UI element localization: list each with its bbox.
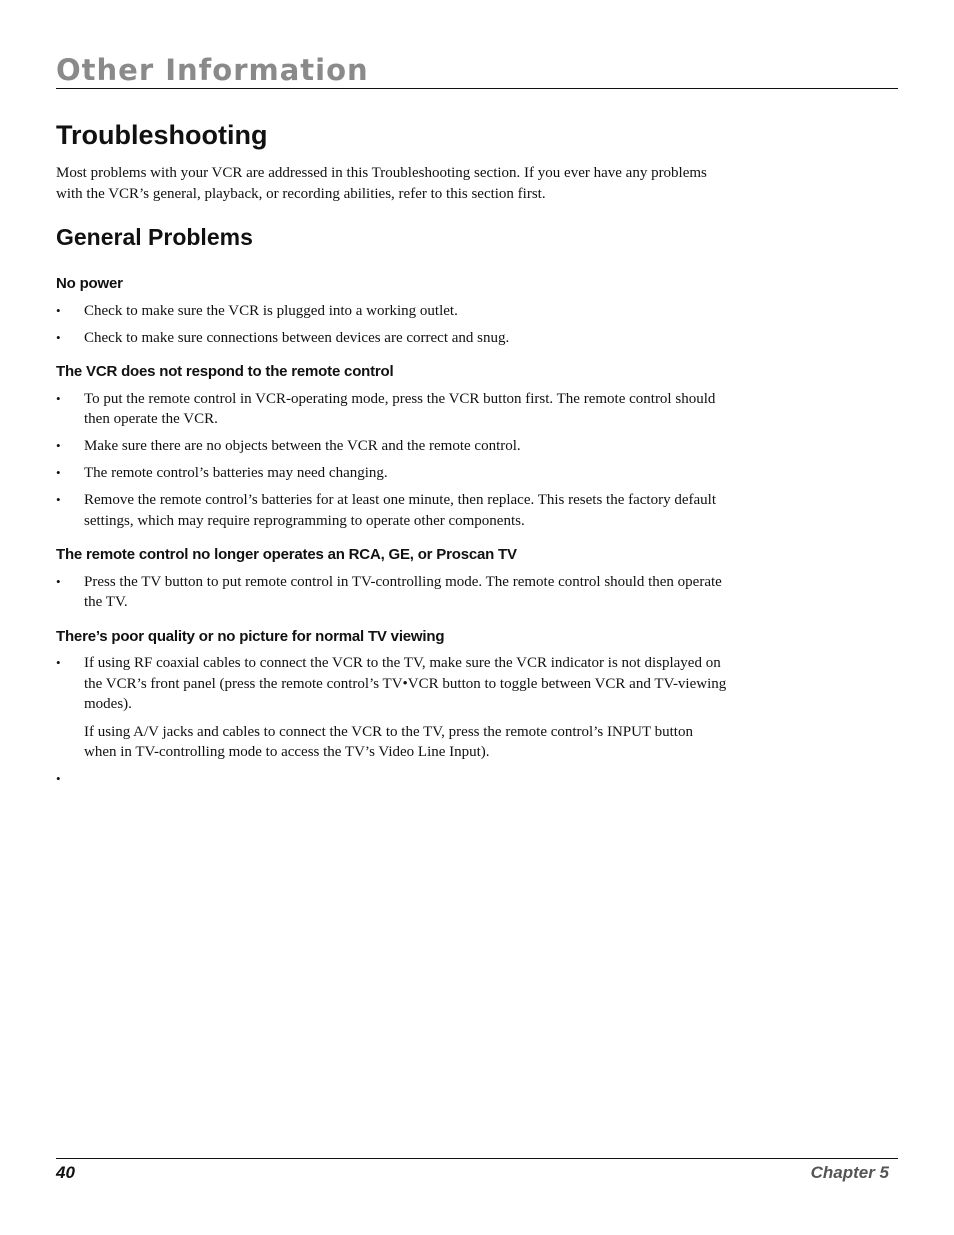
list-item-text: Remove the remote control’s batteries for at least one minute, then replace. This resets the factory default settings, which may require reprogramming to operate other components.: [84, 492, 716, 529]
bullet-icon: •: [56, 573, 61, 589]
problem-block: [56, 274, 736, 348]
problem-block: [56, 627, 736, 790]
bullet-icon: •: [56, 390, 61, 406]
bullet-list: [56, 572, 736, 613]
header-rule: [56, 88, 898, 89]
page-title: Troubleshooting: [56, 120, 268, 150]
list-item-text: Press the TV button to put remote control in TV-controlling mode. The remote control should then operate the TV.: [84, 573, 722, 610]
problem-heading: No power: [56, 275, 123, 292]
page-number: 40: [56, 1163, 75, 1182]
list-item-text: Check to make sure connections between devices are correct and snug.: [84, 329, 510, 346]
bullet-icon: •: [56, 302, 61, 318]
list-item: [56, 463, 736, 484]
bullet-list: [56, 301, 736, 349]
list-item: [56, 490, 736, 531]
list-item: [56, 389, 736, 430]
problem-heading: The VCR does not respond to the remote control: [56, 363, 394, 380]
bullet-icon: •: [56, 655, 61, 670]
problem-block: [56, 362, 736, 531]
list-item-text: If using RF coaxial cables to connect the VCR to the TV, make sure the VCR indicator is not displayed on the VCR’s front panel (press the remote control’s TV•VCR button to toggle between VCR and TV-viewing modes).: [84, 655, 727, 712]
bullet-list: [56, 653, 736, 715]
bullet-list: [56, 389, 736, 532]
chapter-label: Chapter 5: [810, 1163, 889, 1182]
list-item: [56, 653, 736, 715]
running-header-title: Other Information: [56, 53, 369, 87]
footer-rule: [56, 1158, 898, 1159]
bullet-icon: •: [56, 492, 61, 507]
indented-paragraph: If using A/V jacks and cables to connect the VCR to the TV, press the remote control’s INPUT button when in TV-controlling mode to access the TV’s Video Line Input).: [84, 723, 693, 760]
section-title: General Problems: [56, 224, 253, 250]
list-item-text: Check to make sure the VCR is plugged into a working outlet.: [84, 302, 458, 319]
bullet-icon: •: [56, 771, 61, 786]
problem-block: [56, 545, 736, 613]
list-item-text: To put the remote control in VCR-operating mode, press the VCR button first. The remote control should then operate the VCR.: [84, 390, 716, 427]
list-item: [56, 436, 736, 457]
list-item-text: The remote control’s batteries may need changing.: [84, 465, 388, 481]
list-item: [56, 328, 736, 349]
bullet-icon: •: [56, 438, 61, 453]
problem-heading: The remote control no longer operates an RCA, GE, or Proscan TV: [56, 546, 517, 563]
list-item: [56, 769, 736, 790]
list-item: [56, 301, 736, 322]
problem-heading: There’s poor quality or no picture for normal TV viewing: [56, 627, 445, 645]
list-item: [56, 572, 736, 613]
bullet-list: [56, 769, 736, 790]
list-item-text: Make sure there are no objects between the VCR and the remote control.: [84, 438, 521, 454]
page-content: [56, 112, 736, 790]
bullet-icon: •: [56, 329, 61, 345]
intro-paragraph: Most problems with your VCR are addressed in this Troubleshooting section. If you ever have any problems with the VCR’s general, playback, or recording abilities, refer to this section first.: [56, 165, 707, 202]
bullet-icon: •: [56, 465, 61, 480]
